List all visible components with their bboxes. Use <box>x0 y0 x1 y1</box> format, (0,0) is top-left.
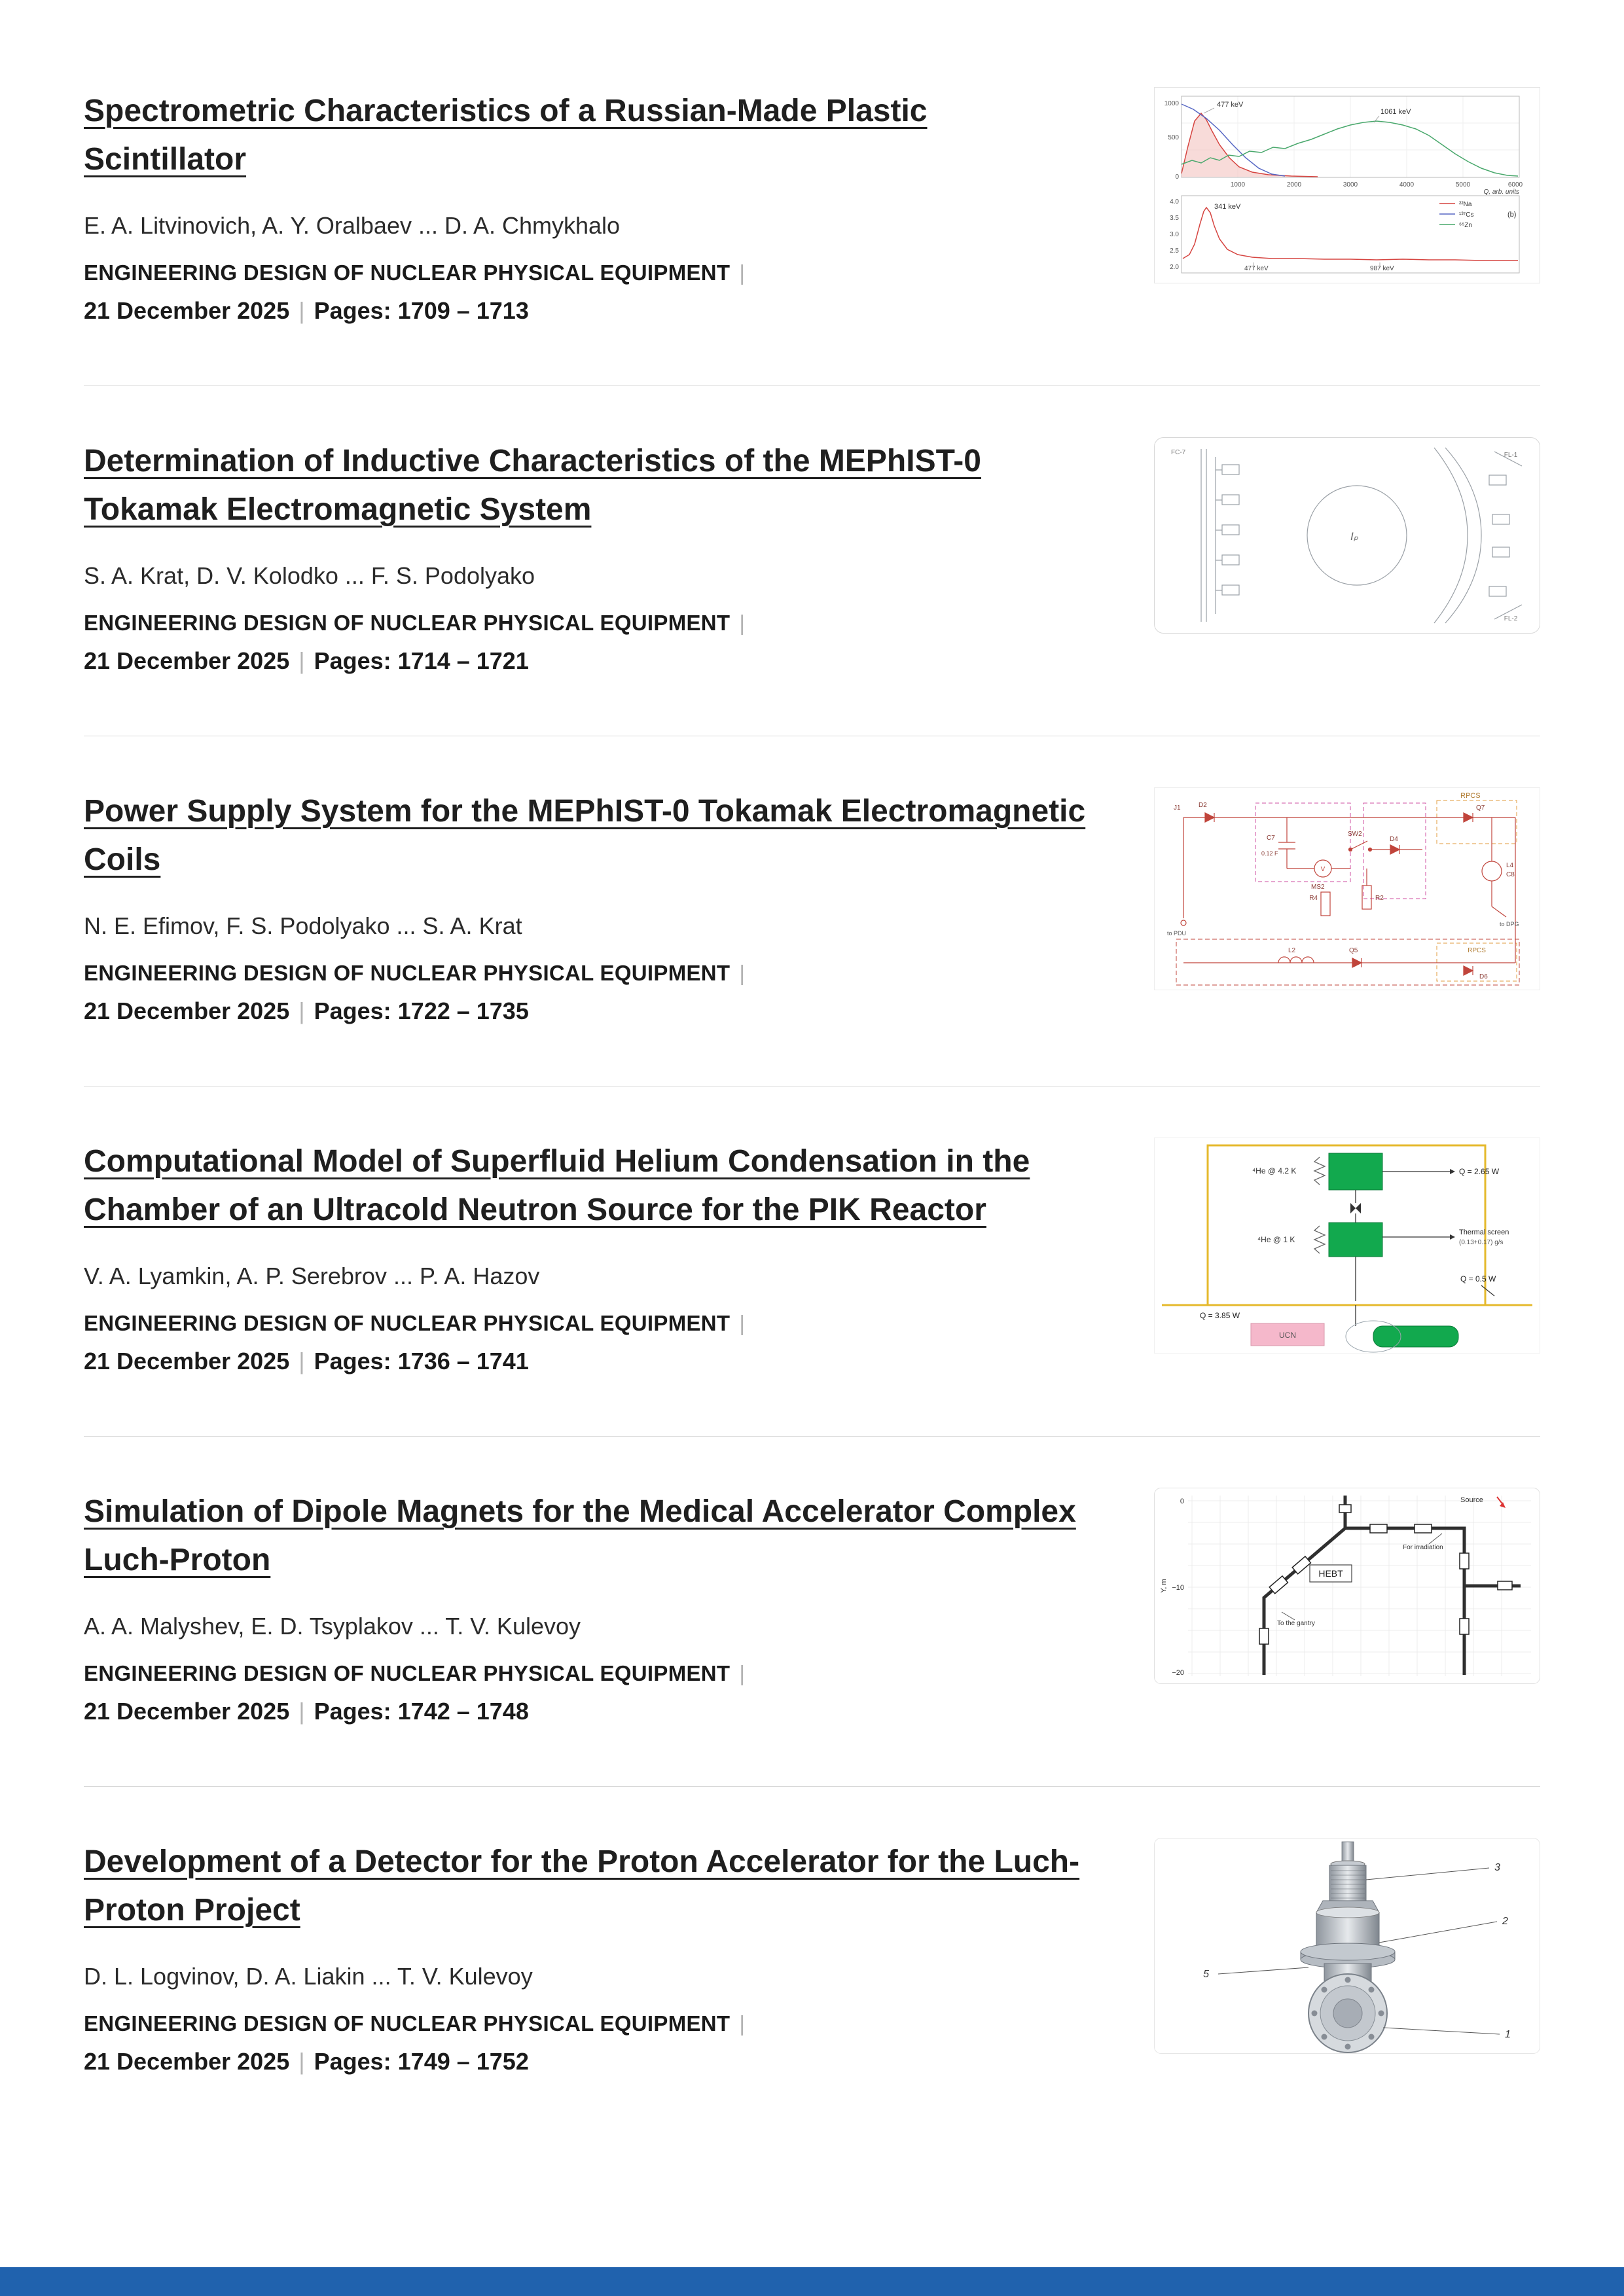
axis-tick: 2000 <box>1286 181 1302 188</box>
article-date: 21 December 2025 <box>84 1348 290 1374</box>
panel-label: (b) <box>1507 211 1517 219</box>
axis-tick: 4000 <box>1399 181 1415 188</box>
label: Q = 2.65 W <box>1459 1167 1500 1176</box>
axis-tick: 4.0 <box>1170 198 1179 206</box>
label: FL-1 <box>1504 452 1518 459</box>
article-thumbnail[interactable] <box>1154 1138 1540 1354</box>
article-title-link[interactable]: Determination of Inductive Characteristics of the MEPhIST-0 Tokamak Electromagnetic System <box>84 444 981 527</box>
callout-number: 1 <box>1505 2029 1511 2040</box>
callout-number: 2 <box>1502 1916 1508 1927</box>
annotation: 341 keV <box>1214 203 1241 211</box>
article-title-link[interactable]: Computational Model of Superfluid Helium Condensation in the Chamber of an Ultracold Neutron Source for the PIK Reactor <box>84 1144 1030 1227</box>
neutron-guide <box>1373 1326 1458 1347</box>
article-pages: Pages: 1742 – 1748 <box>314 1698 529 1725</box>
annotation: 477 keV <box>1217 101 1244 109</box>
legend-entry: ¹³⁷Cs <box>1459 211 1474 219</box>
article-section: ENGINEERING DESIGN OF NUCLEAR PHYSICAL EQUIPMENT <box>84 611 731 635</box>
article-item <box>84 386 1540 736</box>
separator: | <box>739 1661 746 1685</box>
axis-tick: 6000 <box>1507 181 1523 188</box>
axis-tick: 0 <box>1180 1498 1184 1505</box>
axis-tick: 2.0 <box>1170 264 1179 271</box>
label: MS2 <box>1311 884 1325 891</box>
label: (0.13+0.17) g/s <box>1459 1239 1504 1246</box>
article-date: 21 December 2025 <box>84 2048 290 2075</box>
axis-tick: −10 <box>1172 1584 1184 1592</box>
label: Q = 3.85 W <box>1200 1311 1240 1320</box>
axis-tick: 1000 <box>1230 181 1246 188</box>
label: R4 <box>1309 895 1318 902</box>
label: J1 <box>1174 804 1181 812</box>
plasma-current-label: Iₚ <box>1350 530 1359 543</box>
axis-tick: 0 <box>1175 173 1179 181</box>
article-authors: A. A. Malyshev, E. D. Tsyplakov ... T. V. Kulevoy <box>84 1613 581 1640</box>
axis-tick: −20 <box>1172 1669 1184 1677</box>
axis-tick: 3.5 <box>1170 215 1179 222</box>
label: Source <box>1460 1496 1483 1504</box>
label: Thermal screen <box>1459 1229 1509 1236</box>
article-thumbnail[interactable] <box>1154 1838 1540 2054</box>
detector-cad-figure <box>1154 1838 1540 2054</box>
label: RPCS <box>1468 947 1486 954</box>
article-pages: Pages: 1749 – 1752 <box>314 2048 529 2075</box>
article-pages: Pages: 1736 – 1741 <box>314 1348 529 1374</box>
article-item <box>84 1437 1540 1786</box>
beamline-layout-figure <box>1154 1488 1540 1684</box>
article-thumbnail[interactable] <box>1154 1488 1540 1684</box>
callout-number: 5 <box>1203 1969 1209 1980</box>
label: RPCS <box>1460 792 1481 800</box>
annotation: 1061 keV <box>1380 108 1411 116</box>
article-authors: N. E. Efimov, F. S. Podolyako ... S. A. Krat <box>84 912 522 939</box>
helium-vessel-upper <box>1329 1153 1382 1190</box>
axis-tick: 2.5 <box>1170 247 1179 255</box>
article-item <box>84 736 1540 1086</box>
label: Q = 0.5 W <box>1460 1274 1496 1283</box>
annotation: 477 keV <box>1244 265 1269 272</box>
article-authors: D. L. Logvinov, D. A. Liakin ... T. V. Kulevoy <box>84 1963 533 1990</box>
callout-number: 3 <box>1494 1862 1500 1873</box>
annotation: 987 keV <box>1370 265 1394 272</box>
article-thumbnail[interactable] <box>1154 437 1540 634</box>
power-supply-circuit-figure <box>1154 787 1540 990</box>
label: L2 <box>1288 947 1296 954</box>
label: R2 <box>1375 895 1384 902</box>
article-section: ENGINEERING DESIGN OF NUCLEAR PHYSICAL EQUIPMENT <box>84 1311 731 1335</box>
label: HEBT <box>1318 1568 1343 1579</box>
label: To the gantry <box>1277 1620 1315 1627</box>
article-section: ENGINEERING DESIGN OF NUCLEAR PHYSICAL EQUIPMENT <box>84 961 731 985</box>
article-title-link[interactable]: Power Supply System for the MEPhIST-0 Tokamak Electromagnetic Coils <box>84 794 1086 877</box>
article-authors: E. A. Litvinovich, A. Y. Oralbaev ... D. A. Chmykhalo <box>84 212 621 239</box>
axis-tick: 1000 <box>1164 100 1179 107</box>
article-title-link[interactable]: Spectrometric Characteristics of a Russian-Made Plastic Scintillator <box>84 94 928 177</box>
axis-tick: 3.0 <box>1170 231 1179 238</box>
legend-entry: ⁶⁵Zn <box>1459 222 1472 229</box>
axis-tick: 500 <box>1168 134 1179 141</box>
separator: | <box>298 2048 305 2075</box>
label: D2 <box>1199 802 1207 809</box>
article-thumbnail[interactable] <box>1154 787 1540 990</box>
article-date: 21 December 2025 <box>84 997 290 1024</box>
label: to PDU <box>1167 930 1187 937</box>
label: For irradiation <box>1403 1544 1443 1551</box>
axis-label: Y, m <box>1160 1579 1168 1593</box>
article-pages: Pages: 1722 – 1735 <box>314 997 529 1024</box>
article-authors: S. A. Krat, D. V. Kolodko ... F. S. Podolyako <box>84 562 535 589</box>
article-pages: Pages: 1714 – 1721 <box>314 647 529 674</box>
article-item <box>84 36 1540 386</box>
label: C7 <box>1267 834 1275 842</box>
label: FC-7 <box>1171 449 1186 456</box>
helium-condensation-diagram-figure <box>1154 1138 1540 1354</box>
article-item <box>84 1086 1540 1436</box>
label: ⁴He @ 4.2 K <box>1252 1166 1297 1175</box>
article-thumbnail[interactable] <box>1154 87 1540 283</box>
separator: | <box>739 961 746 985</box>
article-authors: V. A. Lyamkin, A. P. Serebrov ... P. A. Hazov <box>84 1263 540 1289</box>
article-date: 21 December 2025 <box>84 297 290 324</box>
article-section: ENGINEERING DESIGN OF NUCLEAR PHYSICAL EQUIPMENT <box>84 1661 731 1685</box>
label: to DPG <box>1500 921 1519 927</box>
separator: | <box>298 1698 305 1725</box>
page-footer <box>0 2267 1624 2296</box>
separator: | <box>739 611 746 635</box>
label: ⁴He @ 1 K <box>1257 1235 1295 1244</box>
separator: | <box>298 1348 305 1374</box>
tokamak-schematic-figure <box>1154 437 1540 634</box>
article-date: 21 December 2025 <box>84 647 290 674</box>
label: FL-2 <box>1504 615 1518 622</box>
separator: | <box>298 297 305 324</box>
label: V <box>1320 866 1326 873</box>
axis-tick: 3000 <box>1343 181 1358 188</box>
label: L4 <box>1506 862 1514 869</box>
separator: | <box>298 997 305 1024</box>
axis-label: Q, arb. units <box>1483 188 1519 196</box>
label: Q5 <box>1349 947 1358 954</box>
label: SW2 <box>1348 831 1362 838</box>
article-pages: Pages: 1709 – 1713 <box>314 297 529 324</box>
axis-tick: 5000 <box>1455 181 1471 188</box>
article-title-link[interactable]: Simulation of Dipole Magnets for the Medical Accelerator Complex Luch-Proton <box>84 1494 1076 1577</box>
article-section: ENGINEERING DESIGN OF NUCLEAR PHYSICAL EQUIPMENT <box>84 260 731 285</box>
label: D4 <box>1390 836 1398 843</box>
label: Q7 <box>1476 804 1485 812</box>
article-section: ENGINEERING DESIGN OF NUCLEAR PHYSICAL EQUIPMENT <box>84 2011 731 2036</box>
legend-entry: ²²Na <box>1459 201 1472 208</box>
article-date: 21 December 2025 <box>84 1698 290 1725</box>
label: D6 <box>1479 973 1488 980</box>
separator: | <box>739 2011 746 2036</box>
separator: | <box>298 647 305 674</box>
separator: | <box>739 1311 746 1335</box>
helium-vessel-lower <box>1329 1223 1382 1257</box>
separator: | <box>739 260 746 285</box>
article-title-link[interactable]: Development of a Detector for the Proton Accelerator for the Luch-Proton Project <box>84 1844 1080 1928</box>
label: 0.12 F <box>1261 850 1278 857</box>
label: C8 <box>1506 871 1515 878</box>
article-item <box>84 1787 1540 2136</box>
spectrum-plots-figure <box>1154 87 1540 283</box>
label: UCN <box>1279 1331 1296 1340</box>
